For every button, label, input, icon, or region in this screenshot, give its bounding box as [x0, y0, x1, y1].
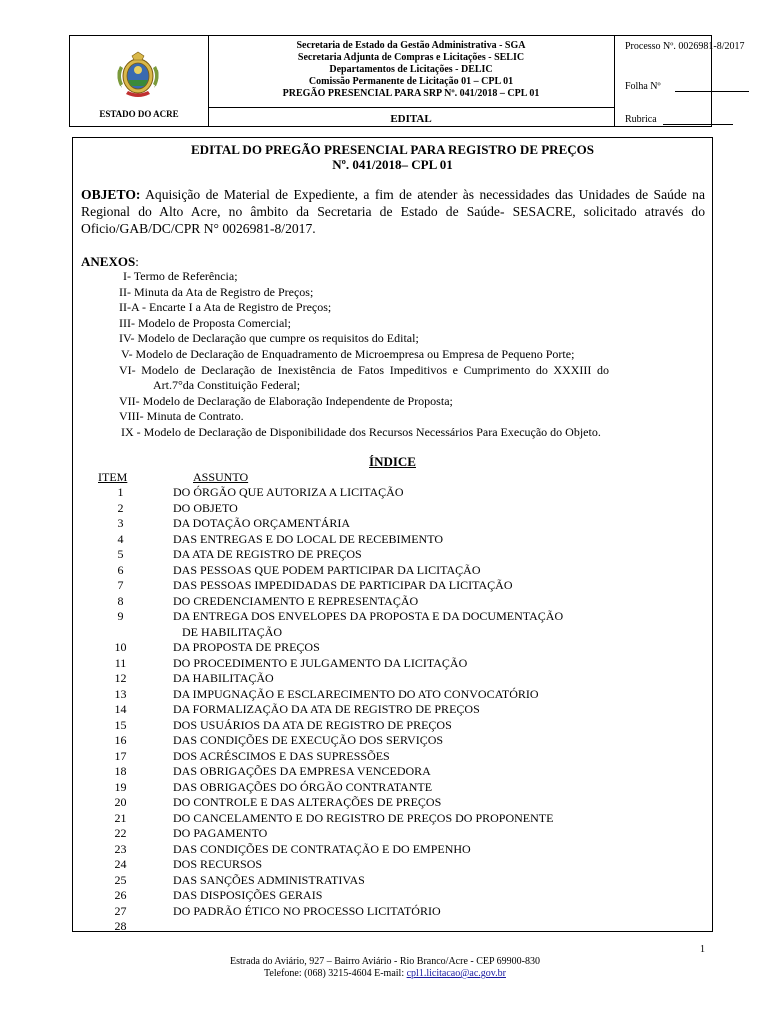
indice-item-number — [73, 625, 168, 641]
indice-row — [73, 733, 712, 749]
indice-item-subject: DO PROCEDIMENTO E JULGAMENTO DA LICITAÇÃO — [173, 655, 468, 670]
indice-item-subject: DO CONTROLE E DAS ALTERAÇÕES DE PREÇOS — [173, 795, 442, 809]
indice-row — [73, 857, 712, 873]
indice-item-number: 9 — [117, 609, 124, 623]
indice-row — [73, 888, 712, 904]
indice-item-number: 26 — [114, 888, 127, 902]
anexos-heading: ANEXOS: — [81, 254, 139, 269]
indice-item-number: 4 — [117, 531, 124, 546]
indice-item-number: 2 — [117, 500, 124, 515]
indice-item-subject: DA HABILITAÇÃO — [173, 671, 274, 685]
page-number: 1 — [700, 944, 705, 955]
indice-row — [73, 563, 712, 579]
indice-row — [73, 532, 712, 548]
indice-row — [73, 609, 712, 625]
header-line: Comissão Permanente de Licitação 01 – CPL 01 — [308, 76, 514, 87]
rubrica-field — [625, 114, 733, 125]
objeto-paragraph — [81, 186, 705, 237]
indice-row — [73, 687, 712, 703]
indice-item-number: 20 — [114, 795, 127, 809]
anexos-list — [81, 269, 709, 441]
indice-item-number: 25 — [114, 872, 127, 887]
indice-item-subject: DAS ENTREGAS E DO LOCAL DE RECEBIMENTO — [173, 531, 443, 546]
indice-item-subject — [168, 919, 712, 935]
indice-item-number: 17 — [114, 748, 127, 763]
header-edital-label: EDITAL — [390, 113, 432, 125]
indice-item-number: 21 — [114, 810, 127, 825]
anexo-item: II- Minuta da Ata de Registro de Preços; — [119, 284, 314, 299]
indice-item-subject: DO PADRÃO ÉTICO NO PROCESSO LICITATÓRIO — [173, 903, 441, 918]
indice-item-number: 24 — [114, 857, 127, 871]
indice-row — [73, 594, 712, 610]
indice-row — [73, 749, 712, 765]
header-line: Departamentos de Licitações - DELIC — [329, 64, 493, 75]
process-number: Processo Nº. 0026981-8/2017 — [625, 41, 745, 52]
indice-row — [73, 671, 712, 687]
indice-row — [73, 795, 712, 811]
indice-row — [73, 780, 712, 796]
footer-phone: Telefone: (068) 3215-4604 E-mail: — [264, 968, 407, 979]
indice-item-number: 15 — [114, 717, 127, 732]
anexo-item: IX - Modelo de Declaração de Disponibilidade dos Recursos Necessários Para Execução do Objeto. — [121, 424, 601, 439]
indice-row — [73, 842, 712, 858]
indice-item-subject: DOS RECURSOS — [173, 857, 263, 871]
indice-item-subject: DOS USUÁRIOS DA ATA DE REGISTRO DE PREÇOS — [173, 717, 452, 732]
indice-row — [73, 811, 712, 827]
edital-title — [73, 142, 712, 172]
indice-item-subject: DA DOTAÇÃO ORÇAMENTÁRIA — [173, 516, 351, 530]
footer — [0, 956, 770, 980]
indice-item-number: 10 — [114, 640, 127, 654]
indice-item-subject: DA PROPOSTA DE PREÇOS — [173, 640, 320, 654]
rubrica-blank — [663, 116, 733, 125]
indice-row — [73, 904, 712, 920]
anexo-item: VIII- Minuta de Contrato. — [119, 409, 244, 424]
indice-item-subject: DAS OBRIGAÇÕES DA EMPRESA VENCEDORA — [173, 764, 431, 778]
anexo-item: IV- Modelo de Declaração que cumpre os requisitos do Edital; — [119, 331, 419, 346]
indice-item-number: 6 — [117, 562, 124, 577]
indice-item-subject: DA IMPUGNAÇÃO E ESCLARECIMENTO DO ATO CONVOCATÓRIO — [173, 686, 539, 701]
footer-address: Estrada do Aviário, 927 – Bairro Aviário - Rio Branco/Acre - CEP 69900-830 — [229, 956, 541, 967]
indice-item-subject: DO ÓRGÃO QUE AUTORIZA A LICITAÇÃO — [173, 485, 404, 499]
indice-item-subject: DA FORMALIZAÇÃO DA ATA DE REGISTRO DE PREÇOS — [173, 702, 480, 716]
indice-item-number: 27 — [114, 903, 127, 918]
indice-item-subject: DAS SANÇÕES ADMINISTRATIVAS — [173, 872, 365, 887]
objeto-label: OBJETO: — [81, 187, 141, 202]
header-line: PREGÃO PRESENCIAL PARA SRP Nº. 041/2018 – CPL 01 — [282, 88, 540, 99]
indice-item-number: 19 — [114, 779, 127, 794]
indice-item-subject: DO OBJETO — [173, 500, 238, 515]
indice-row — [73, 873, 712, 889]
estado-label: ESTADO DO ACRE — [99, 109, 179, 119]
anexo-item: III- Modelo de Proposta Comercial; — [119, 315, 291, 330]
indice-row — [73, 826, 712, 842]
indice-item-subject: DAS PESSOAS QUE PODEM PARTICIPAR DA LICITAÇÃO — [173, 562, 481, 577]
indice-item-subject: DAS CONDIÇÕES DE CONTRATAÇÃO E DO EMPENHO — [173, 841, 471, 856]
indice-row — [73, 578, 712, 594]
indice-item-subject: DAS OBRIGAÇÕES DO ÓRGÃO CONTRATANTE — [173, 779, 433, 794]
indice-row — [73, 547, 712, 563]
folha-label: Folha Nº — [625, 81, 661, 92]
indice-item-subject: DA ENTREGA DOS ENVELOPES DA PROPOSTA E DA DOCUMENTAÇÃO — [173, 609, 564, 623]
indice-item-number: 1 — [117, 485, 124, 499]
indice-table — [73, 485, 712, 935]
indice-item-number: 14 — [114, 702, 127, 716]
indice-row — [73, 501, 712, 517]
indice-row — [73, 718, 712, 734]
indice-item-subject: DE HABILITAÇÃO — [173, 624, 283, 639]
indice-row — [73, 702, 712, 718]
indice-item-number: 5 — [117, 547, 124, 561]
indice-item-number: 22 — [114, 826, 127, 840]
folha-field — [625, 81, 749, 92]
indice-item-subject: DO CANCELAMENTO E DO REGISTRO DE PREÇOS DO PROPONENTE — [173, 810, 554, 825]
indice-item-number: 11 — [114, 655, 127, 670]
indice-item-subject: DAS DISPOSIÇÕES GERAIS — [173, 888, 323, 902]
edital-title-line2: Nº. 041/2018– CPL 01 — [332, 157, 453, 172]
header-lines — [208, 40, 614, 100]
indice-item-number: 16 — [114, 733, 127, 747]
edital-title-line1: EDITAL DO PREGÃO PRESENCIAL PARA REGISTRO DE PREÇOS — [191, 142, 594, 157]
indice-item-subject: DA ATA DE REGISTRO DE PREÇOS — [173, 547, 362, 561]
indice-item-subject: DO CREDENCIAMENTO E REPRESENTAÇÃO — [173, 593, 419, 608]
footer-email-link[interactable]: cpl1.licitacao@ac.gov.br — [406, 968, 506, 979]
indice-item-number: 23 — [114, 841, 127, 856]
indice-row — [73, 919, 712, 935]
indice-row — [73, 485, 712, 501]
indice-item-number: 3 — [117, 516, 124, 530]
indice-row — [73, 640, 712, 656]
footer-contact — [0, 968, 770, 980]
header-title-cell — [208, 36, 615, 126]
header-logo-cell — [70, 36, 209, 126]
header-divider — [208, 107, 614, 108]
indice-row — [73, 625, 712, 641]
main-content-box — [72, 137, 713, 932]
indice-col-assunto: ASSUNTO — [193, 470, 249, 484]
indice-item-number: 12 — [114, 671, 127, 685]
indice-item-subject: DAS CONDIÇÕES DE EXECUÇÃO DOS SERVIÇOS — [173, 733, 444, 747]
indice-row — [73, 764, 712, 780]
indice-item-number: 28 — [114, 919, 127, 933]
header-line: Secretaria Adjunta de Compras e Licitações - SELIC — [297, 52, 525, 63]
anexo-item: V- Modelo de Declaração de Enquadramento de Microempresa ou Empresa de Pequeno Porte; — [121, 346, 575, 361]
indice-item-number: 8 — [117, 593, 124, 608]
anexo-item: I- Termo de Referência; — [123, 269, 238, 283]
anexo-item: VII- Modelo de Declaração de Elaboração Independente de Proposta; — [119, 393, 453, 408]
indice-item-number: 13 — [114, 686, 127, 701]
header-line: Secretaria de Estado da Gestão Administrativa - SGA — [296, 40, 526, 51]
anexo-item: Art.7°da Constituição Federal; — [153, 378, 301, 393]
indice-item-subject: DAS PESSOAS IMPEDIDADAS DE PARTICIPAR DA LICITAÇÃO — [173, 578, 513, 592]
objeto-text: Aquisição de Material de Expediente, a fim de atender às necessidades das Unidades de Saúde na Regional do Alto Acre, no âmbito da Secretaria de Estado de Saúde- SESACRE, solicitado através do Oficio/GAB/DC/CPR N° 0026981-8/2017. — [81, 187, 705, 236]
folha-blank — [675, 83, 749, 92]
indice-row — [73, 516, 712, 532]
anexo-item: VI- Modelo de Declaração de Inexistência de Fatos Impeditivos e Cumprimento do XXXIII do — [119, 362, 609, 377]
header-table — [69, 35, 745, 127]
indice-title: ÍNDICE — [369, 454, 416, 469]
acre-coat-of-arms-icon — [112, 50, 164, 102]
anexo-item: II-A - Encarte I a Ata de Registro de Preços; — [119, 300, 332, 315]
indice-item-number: 18 — [114, 764, 127, 778]
rubrica-label: Rubrica — [625, 114, 657, 125]
header-process-cell — [615, 36, 745, 126]
indice-col-item: ITEM — [98, 470, 128, 484]
indice-item-subject: DO PAGAMENTO — [173, 826, 268, 840]
indice-item-subject: DOS ACRÉSCIMOS E DAS SUPRESSÕES — [173, 748, 390, 763]
indice-row — [73, 656, 712, 672]
indice-item-number: 7 — [117, 578, 124, 592]
anexos-label: ANEXOS — [81, 254, 136, 269]
